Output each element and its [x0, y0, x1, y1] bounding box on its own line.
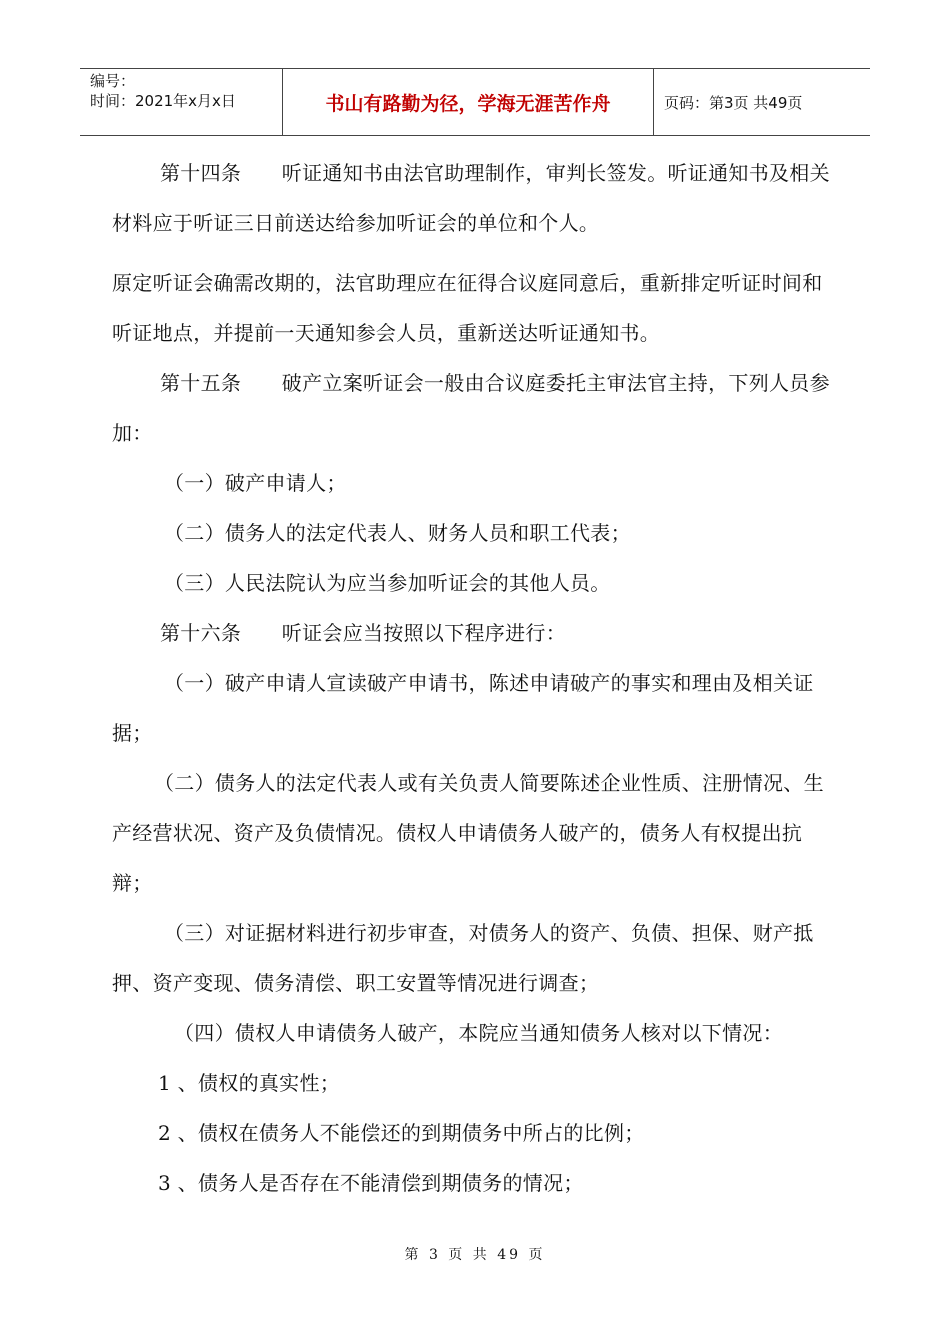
article-16-paragraph: 第十六条 听证会应当按照以下程序进行：: [160, 621, 566, 645]
page-footer: 第 3 页 共 49 页: [404, 1247, 546, 1263]
item-4-point-2: 2 、债权在债务人不能偿还的到期债务中所占的比例；: [158, 1121, 645, 1145]
article-15-item-2: （二）债务人的法定代表人、财务人员和职工代表；: [164, 521, 631, 545]
document-number-label: 编号：: [90, 72, 136, 90]
article-16-item-4: （四）债权人申请债务人破产，本院应当通知债务人核对以下情况：: [174, 1021, 783, 1045]
article-15-paragraph: 第十五条 破产立案听证会一般由合议庭委托主审法官主持，下列人员参加：: [112, 371, 830, 445]
document-time-label: 时间：2021年x月x日: [90, 92, 236, 110]
item-4-point-1: 1 、债权的真实性；: [158, 1071, 341, 1095]
article-16-item-2: （二）债务人的法定代表人或有关负责人简要陈述企业性质、注册情况、生产经营状况、资产及负债情况。债权人申请债务人破产的，债务人有权提出抗辩；: [112, 771, 824, 895]
article-16-item-1: （一）破产申请人宣读破产申请书，陈述申请破产的事实和理由及相关证据；: [112, 671, 814, 745]
item-4-point-3: 3 、债务人是否存在不能清偿到期债务的情况；: [158, 1171, 584, 1195]
document-header: [80, 68, 870, 136]
article-14-paragraph: 第十四条 听证通知书由法官助理制作，审判长签发。听证通知书及相关材料应于听证三日前送达给参加听证会的单位和个人。: [112, 161, 830, 235]
article-15-item-3: （三）人民法院认为应当参加听证会的其他人员。: [164, 571, 611, 595]
article-16-item-3: （三）对证据材料进行初步审查，对债务人的资产、负债、担保、财产抵押、资产变现、债务清偿、职工安置等情况进行调查；: [112, 921, 814, 995]
header-page-code: 页码：第3页 共49页: [664, 93, 803, 112]
header-motto: 书山有路勤为径，学海无涯苦作舟: [283, 69, 654, 135]
article-15-item-1: （一）破产申请人；: [164, 471, 347, 495]
reschedule-paragraph: 原定听证会确需改期的，法官助理应在征得合议庭同意后，重新排定听证时间和听证地点，并提前一天通知参会人员，重新送达听证通知书。: [112, 271, 823, 345]
header-meta: [80, 69, 283, 135]
